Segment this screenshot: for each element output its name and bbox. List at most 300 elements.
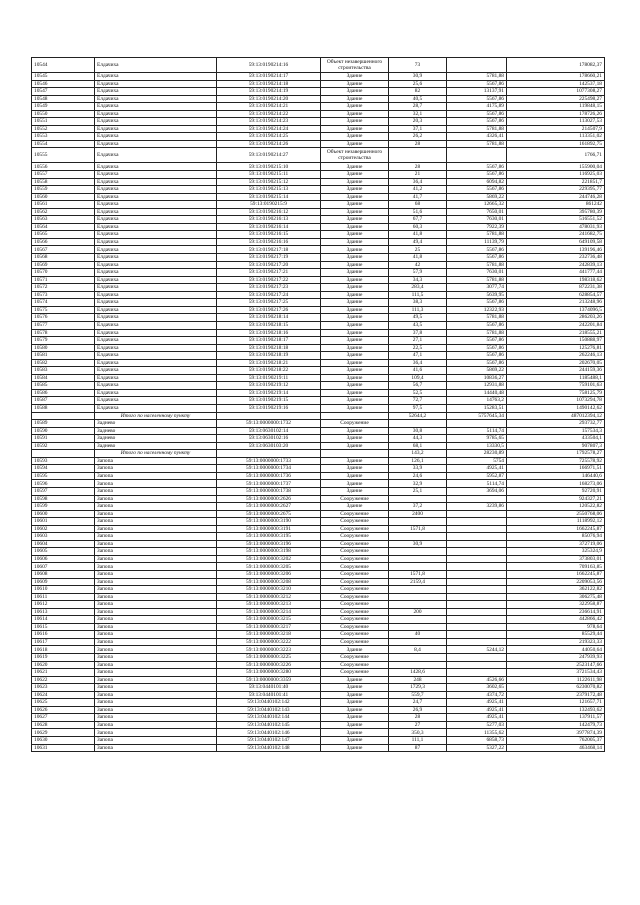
area-cell: 42: [389, 261, 447, 269]
unit-cost-cell: 5869,22: [447, 367, 507, 375]
locality-cell: Елдачиха: [95, 359, 217, 367]
area-cell: 26,9: [389, 706, 447, 714]
cadastral-value-cell: 157534,3: [507, 427, 605, 435]
table-row: [32, 344, 605, 352]
record-number-cell: 10611: [32, 593, 95, 601]
area-cell: [389, 495, 447, 503]
cadastral-number-cell: 59:13:0190214:17: [217, 73, 321, 81]
table-row: [32, 518, 605, 526]
record-number-cell: 10618: [32, 646, 95, 654]
unit-cost-cell: 15283,51: [447, 404, 507, 412]
area-cell: 41,8: [389, 231, 447, 239]
object-type-cell: Здание: [321, 95, 389, 103]
table-row: [32, 729, 605, 737]
unit-cost-cell: [447, 518, 507, 526]
cadastral-number-cell: 59:13:0190214:25: [217, 133, 321, 141]
object-type-cell: Сооружение: [321, 548, 389, 556]
object-type-cell: Здание: [321, 261, 389, 269]
locality-cell: Запопа: [95, 706, 217, 714]
table-row: [32, 193, 605, 201]
object-type-cell: Сооружение: [321, 563, 389, 571]
cadastral-number-cell: 59:13:0190219:16: [217, 404, 321, 412]
object-type-cell: [321, 450, 389, 458]
area-cell: [389, 586, 447, 594]
object-type-cell: Сооружение: [321, 638, 389, 646]
table-row: [32, 186, 605, 194]
locality-cell: Елдачиха: [95, 352, 217, 360]
table-row: [32, 571, 605, 579]
area-cell: 52644,2: [389, 412, 447, 420]
record-number-cell: 10604: [32, 540, 95, 548]
unit-cost-cell: [447, 540, 507, 548]
cadastral-number-cell: 59:13:0190218:14: [217, 314, 321, 322]
locality-cell: Запопа: [95, 616, 217, 624]
table-row: [32, 714, 605, 722]
area-cell: 25,6: [389, 80, 447, 88]
table-row: [32, 314, 605, 322]
locality-cell: Запопа: [95, 503, 217, 511]
table-row: [32, 495, 605, 503]
unit-cost-cell: 6858,73: [447, 737, 507, 745]
object-type-cell: Здание: [321, 178, 389, 186]
object-type-cell: Здание: [321, 684, 389, 692]
object-type-cell: Здание: [321, 216, 389, 224]
area-cell: 37,1: [389, 125, 447, 133]
unit-cost-cell: [447, 148, 507, 163]
table-row: [32, 706, 605, 714]
cadastral-value-cell: 113351,02: [507, 133, 605, 141]
cadastral-number-cell: 59:13:0000000:3210: [217, 586, 321, 594]
area-cell: 111,1: [389, 737, 447, 745]
area-cell: 26,2: [389, 133, 447, 141]
cadastral-value-cell: 6230070,82: [507, 684, 605, 692]
unit-cost-cell: [447, 654, 507, 662]
object-type-cell: Объект незавершенного строительства: [321, 148, 389, 163]
area-cell: 37,8: [389, 329, 447, 337]
locality-cell: Заднево: [95, 442, 217, 450]
table-row: [32, 88, 605, 96]
cadastral-number-cell: 59:13:0190215:11: [217, 171, 321, 179]
area-cell: 34,3: [389, 276, 447, 284]
record-number-cell: 10580: [32, 344, 95, 352]
area-cell: [389, 555, 447, 563]
cadastral-number-cell: 59:13:0000000:3280: [217, 669, 321, 677]
record-number-cell: 10587: [32, 397, 95, 405]
area-cell: 36,4: [389, 359, 447, 367]
locality-cell: Елдачиха: [95, 186, 217, 194]
locality-cell: Запопа: [95, 631, 217, 639]
cadastral-value-cell: 441777,44: [507, 269, 605, 277]
locality-cell: Елдачиха: [95, 95, 217, 103]
record-number-cell: [32, 412, 95, 420]
table-row: [32, 73, 605, 81]
table-row: [32, 140, 605, 148]
table-row: [32, 404, 605, 412]
cadastral-number-cell: 59:13:0190215:13: [217, 186, 321, 194]
cadastral-number-cell: 59:13:0000000:1733: [217, 457, 321, 465]
cadastral-value-cell: 198318,62: [507, 276, 605, 284]
locality-cell: Запопа: [95, 714, 217, 722]
unit-cost-cell: [447, 593, 507, 601]
cadastral-number-cell: 59:13:0440102:142: [217, 699, 321, 707]
cadastral-value-cell: 325324,9: [507, 548, 605, 556]
unit-cost-cell: 5567,86: [447, 110, 507, 118]
table-row: [32, 389, 605, 397]
record-number-cell: 10571: [32, 276, 95, 284]
cadastral-number-cell: 59:13:0000000:2675: [217, 510, 321, 518]
locality-cell: Запопа: [95, 525, 217, 533]
area-cell: 82: [389, 88, 447, 96]
table-row: [32, 246, 605, 254]
unit-cost-cell: 10836,27: [447, 374, 507, 382]
unit-cost-cell: 5757645,34: [447, 412, 507, 420]
object-type-cell: Здание: [321, 118, 389, 126]
unit-cost-cell: 13330,5: [447, 442, 507, 450]
cadastral-value-cell: 762005,37: [507, 737, 605, 745]
area-cell: 2159,4: [389, 578, 447, 586]
unit-cost-cell: 5567,86: [447, 163, 507, 171]
cadastral-number-cell: 59:13:0190219:14: [217, 389, 321, 397]
area-cell: 52,5: [389, 389, 447, 397]
unit-cost-cell: 5567,86: [447, 171, 507, 179]
unit-cost-cell: [447, 669, 507, 677]
locality-cell: Елдачиха: [95, 269, 217, 277]
cadastral-number-cell: 59:13:0190216:14: [217, 223, 321, 231]
area-cell: 1729,3: [389, 684, 447, 692]
area-cell: 33,9: [389, 465, 447, 473]
cadastral-value-cell: 1374096,5: [507, 306, 605, 314]
cadastral-number-cell: 59:13:0000000:3226: [217, 661, 321, 669]
locality-cell: Запопа: [95, 699, 217, 707]
unit-cost-cell: 5567,86: [447, 118, 507, 126]
object-type-cell: Здание: [321, 427, 389, 435]
record-number-cell: 10589: [32, 420, 95, 428]
locality-cell: Елдачиха: [95, 193, 217, 201]
object-type-cell: Здание: [321, 737, 389, 745]
locality-cell: Запопа: [95, 586, 217, 594]
record-number-cell: 10629: [32, 729, 95, 737]
area-cell: [389, 148, 447, 163]
record-number-cell: [32, 450, 95, 458]
table-row: [32, 586, 605, 594]
record-number-cell: 10620: [32, 661, 95, 669]
record-number-cell: 10622: [32, 676, 95, 684]
unit-cost-cell: 5781,88: [447, 73, 507, 81]
record-number-cell: 10631: [32, 744, 95, 752]
cadastral-value-cell: 1662245,87: [507, 571, 605, 579]
table-row: [32, 631, 605, 639]
cadastral-number-cell: 59:13:0190214:26: [217, 140, 321, 148]
locality-cell: Запопа: [95, 691, 217, 699]
table-row: [32, 163, 605, 171]
object-type-cell: Здание: [321, 238, 389, 246]
record-number-cell: 10552: [32, 125, 95, 133]
cadastral-value-cell: 168273,06: [507, 480, 605, 488]
table-row: [32, 103, 605, 111]
locality-cell: Запопа: [95, 571, 217, 579]
object-type-cell: Сооружение: [321, 578, 389, 586]
record-number-cell: 10561: [32, 201, 95, 209]
property-register-table: [31, 57, 605, 752]
cadastral-number-cell: 59:13:0190218:17: [217, 337, 321, 345]
locality-cell: Елдачиха: [95, 125, 217, 133]
locality-cell: Запопа: [95, 563, 217, 571]
cadastral-number-cell: 59:13:0190214:24: [217, 125, 321, 133]
table-row: [32, 503, 605, 511]
cadastral-number-cell: 59:13:0000000:3223: [217, 646, 321, 654]
record-number-cell: 10560: [32, 193, 95, 201]
cadastral-value-cell: 2523147,66: [507, 661, 605, 669]
locality-cell: Запопа: [95, 518, 217, 526]
record-number-cell: 10585: [32, 382, 95, 390]
locality-cell: Запопа: [95, 729, 217, 737]
object-type-cell: Здание: [321, 201, 389, 209]
cadastral-value-cell: 1077308,27: [507, 88, 605, 96]
locality-cell: Заднево: [95, 427, 217, 435]
record-number-cell: 10556: [32, 163, 95, 171]
cadastral-number-cell: 59:13:0440102:147: [217, 737, 321, 745]
unit-cost-cell: 14763,2: [447, 397, 507, 405]
table-row: [32, 254, 605, 262]
table-row: [32, 110, 605, 118]
area-cell: 32,9: [389, 480, 447, 488]
cadastral-value-cell: 442866,42: [507, 616, 605, 624]
object-type-cell: Здание: [321, 359, 389, 367]
unit-cost-cell: 4925,41: [447, 706, 507, 714]
cadastral-number-cell: 59:13:0190219:11: [217, 374, 321, 382]
record-number-cell: 10613: [32, 608, 95, 616]
unit-cost-cell: 5639,95: [447, 291, 507, 299]
unit-cost-cell: 4925,41: [447, 714, 507, 722]
table-row: [32, 276, 605, 284]
object-type-cell: Здание: [321, 254, 389, 262]
cadastral-number-cell: 59:13:0190218:18: [217, 344, 321, 352]
locality-cell: Елдачиха: [95, 140, 217, 148]
register-body: [32, 58, 605, 752]
locality-cell: Елдачиха: [95, 246, 217, 254]
cadastral-number-cell: 59:13:0000000:1732: [217, 420, 321, 428]
cadastral-number-cell: 59:13:0000000:3205: [217, 563, 321, 571]
unit-cost-cell: 3602,65: [447, 684, 507, 692]
table-row: [32, 306, 605, 314]
locality-cell: Запопа: [95, 495, 217, 503]
table-row: [32, 737, 605, 745]
area-cell: 28: [389, 140, 447, 148]
cadastral-value-cell: 85076,94: [507, 533, 605, 541]
table-row: [32, 284, 605, 292]
cadastral-value-cell: 166971,51: [507, 465, 605, 473]
object-type-cell: Здание: [321, 186, 389, 194]
area-cell: [389, 661, 447, 669]
record-number-cell: 10600: [32, 510, 95, 518]
cadastral-value-cell: 286203,26: [507, 314, 605, 322]
object-type-cell: Здание: [321, 503, 389, 511]
unit-cost-cell: [447, 571, 507, 579]
area-cell: 68,1: [389, 442, 447, 450]
locality-cell: Запопа: [95, 480, 217, 488]
record-number-cell: 10624: [32, 691, 95, 699]
cadastral-value-cell: 1073294,78: [507, 397, 605, 405]
unit-cost-cell: 5567,86: [447, 337, 507, 345]
record-number-cell: 10628: [32, 721, 95, 729]
area-cell: 57,9: [389, 269, 447, 277]
object-type-cell: Здание: [321, 140, 389, 148]
unit-cost-cell: 5277,03: [447, 721, 507, 729]
area-cell: 2400: [389, 510, 447, 518]
cadastral-value-cell: 202670,05: [507, 359, 605, 367]
locality-cell: Елдачиха: [95, 321, 217, 329]
cadastral-number-cell: 59:13:0190217:25: [217, 299, 321, 307]
table-row: [32, 669, 605, 677]
cadastral-number-cell: 59:13:0440102:144: [217, 714, 321, 722]
unit-cost-cell: [447, 586, 507, 594]
table-row: [32, 435, 605, 443]
cadastral-number-cell: 59:13:0000000:3195: [217, 533, 321, 541]
record-number-cell: 10630: [32, 737, 95, 745]
locality-cell: Елдачиха: [95, 337, 217, 345]
unit-cost-cell: [447, 533, 507, 541]
object-type-cell: Здание: [321, 367, 389, 375]
unit-cost-cell: [447, 638, 507, 646]
unit-cost-cell: [447, 616, 507, 624]
object-type-cell: Здание: [321, 73, 389, 81]
locality-cell: Запопа: [95, 601, 217, 609]
record-number-cell: 10594: [32, 465, 95, 473]
locality-cell: Елдачиха: [95, 314, 217, 322]
locality-cell: Елдачиха: [95, 103, 217, 111]
locality-cell: Елдачиха: [95, 397, 217, 405]
unit-cost-cell: [447, 510, 507, 518]
area-cell: 8,4: [389, 646, 447, 654]
locality-cell: Елдачиха: [95, 276, 217, 284]
record-number-cell: 10551: [32, 118, 95, 126]
record-number-cell: 10590: [32, 427, 95, 435]
table-row: [32, 223, 605, 231]
unit-cost-cell: 5781,88: [447, 125, 507, 133]
cadastral-number-cell: 59:13:0190217:22: [217, 276, 321, 284]
object-type-cell: Здание: [321, 193, 389, 201]
cadastral-number-cell: 59:13:0190219:15: [217, 397, 321, 405]
cadastral-value-cell: 236614,91: [507, 608, 605, 616]
cadastral-number-cell: 59:13:0190214:27: [217, 148, 321, 163]
cadastral-number-cell: 59:13:0190217:23: [217, 284, 321, 292]
object-type-cell: Здание: [321, 284, 389, 292]
cadastral-number-cell: 59:13:0190218:15: [217, 321, 321, 329]
locality-cell: Запопа: [95, 744, 217, 752]
area-cell: 37,2: [389, 503, 447, 511]
locality-cell: Елдачиха: [95, 73, 217, 81]
object-type-cell: Сооружение: [321, 593, 389, 601]
locality-cell: Елдачиха: [95, 261, 217, 269]
unit-cost-cell: 5567,86: [447, 186, 507, 194]
area-cell: 27: [389, 721, 447, 729]
table-row: [32, 533, 605, 541]
area-cell: 41,6: [389, 367, 447, 375]
cadastral-number-cell: 59:13:0190217:20: [217, 261, 321, 269]
locality-cell: Запопа: [95, 540, 217, 548]
record-number-cell: 10599: [32, 503, 95, 511]
unit-cost-cell: 5567,86: [447, 299, 507, 307]
record-number-cell: 10547: [32, 88, 95, 96]
record-number-cell: 10554: [32, 140, 95, 148]
cadastral-value-cell: 214507,9: [507, 125, 605, 133]
record-number-cell: 10591: [32, 435, 95, 443]
cadastral-value-cell: 759101,63: [507, 382, 605, 390]
locality-cell: Заднево: [95, 420, 217, 428]
record-number-cell: 10553: [32, 133, 95, 141]
record-number-cell: 10605: [32, 548, 95, 556]
area-cell: 350,3: [389, 729, 447, 737]
object-type-cell: Здание: [321, 646, 389, 654]
cadastral-number-cell: 59:13:0190215:12: [217, 178, 321, 186]
cadastral-number-cell: 59:13:0000000:3218: [217, 631, 321, 639]
object-type-cell: Здание: [321, 706, 389, 714]
object-type-cell: Сооружение: [321, 495, 389, 503]
cadastral-value-cell: 924327,21: [507, 495, 605, 503]
record-number-cell: 10578: [32, 329, 95, 337]
cadastral-value-cell: 907807,3: [507, 442, 605, 450]
cadastral-number-cell: 59:13:0000000:3217: [217, 623, 321, 631]
table-row: [32, 593, 605, 601]
record-number-cell: 10592: [32, 442, 95, 450]
cadastral-value-cell: 758125,79: [507, 389, 605, 397]
cadastral-value-cell: 242839,13: [507, 261, 605, 269]
table-row: [32, 691, 605, 699]
unit-cost-cell: [447, 631, 507, 639]
unit-cost-cell: 4925,41: [447, 465, 507, 473]
cadastral-value-cell: 433504,1: [507, 435, 605, 443]
table-row: [32, 80, 605, 88]
unit-cost-cell: [447, 661, 507, 669]
record-number-cell: 10601: [32, 518, 95, 526]
cadastral-value-cell: 362122,82: [507, 586, 605, 594]
area-cell: 36,4: [389, 178, 447, 186]
cadastral-value-cell: 85529,44: [507, 631, 605, 639]
record-number-cell: 10588: [32, 404, 95, 412]
locality-cell: Елдачиха: [95, 223, 217, 231]
locality-cell: Елдачиха: [95, 231, 217, 239]
locality-cell: Елдачиха: [95, 404, 217, 412]
cadastral-value-cell: 978,64: [507, 623, 605, 631]
unit-cost-cell: 12665,32: [447, 201, 507, 209]
locality-cell: Елдачиха: [95, 88, 217, 96]
cadastral-number-cell: [217, 412, 321, 420]
cadastral-value-cell: 1122611,98: [507, 676, 605, 684]
area-cell: 30,8: [389, 427, 447, 435]
unit-cost-cell: 5114,74: [447, 480, 507, 488]
object-type-cell: Здание: [321, 404, 389, 412]
unit-cost-cell: 5781,88: [447, 276, 507, 284]
unit-cost-cell: [447, 555, 507, 563]
object-type-cell: Здание: [321, 744, 389, 752]
object-type-cell: Объект незавершенного строительства: [321, 58, 389, 73]
record-number-cell: 10575: [32, 306, 95, 314]
area-cell: 1428,6: [389, 669, 447, 677]
locality-cell: Запопа: [95, 555, 217, 563]
area-cell: 200: [389, 608, 447, 616]
area-cell: 248: [389, 676, 447, 684]
area-cell: 126,1: [389, 457, 447, 465]
cadastral-number-cell: 59:13:0190214:18: [217, 80, 321, 88]
cadastral-number-cell: 59:13:0190217:18: [217, 246, 321, 254]
table-row: [32, 721, 605, 729]
table-row: [32, 118, 605, 126]
object-type-cell: Здание: [321, 435, 389, 443]
unit-cost-cell: 4175,89: [447, 103, 507, 111]
object-type-cell: Здание: [321, 208, 389, 216]
unit-cost-cell: 5567,86: [447, 246, 507, 254]
record-number-cell: 10548: [32, 95, 95, 103]
